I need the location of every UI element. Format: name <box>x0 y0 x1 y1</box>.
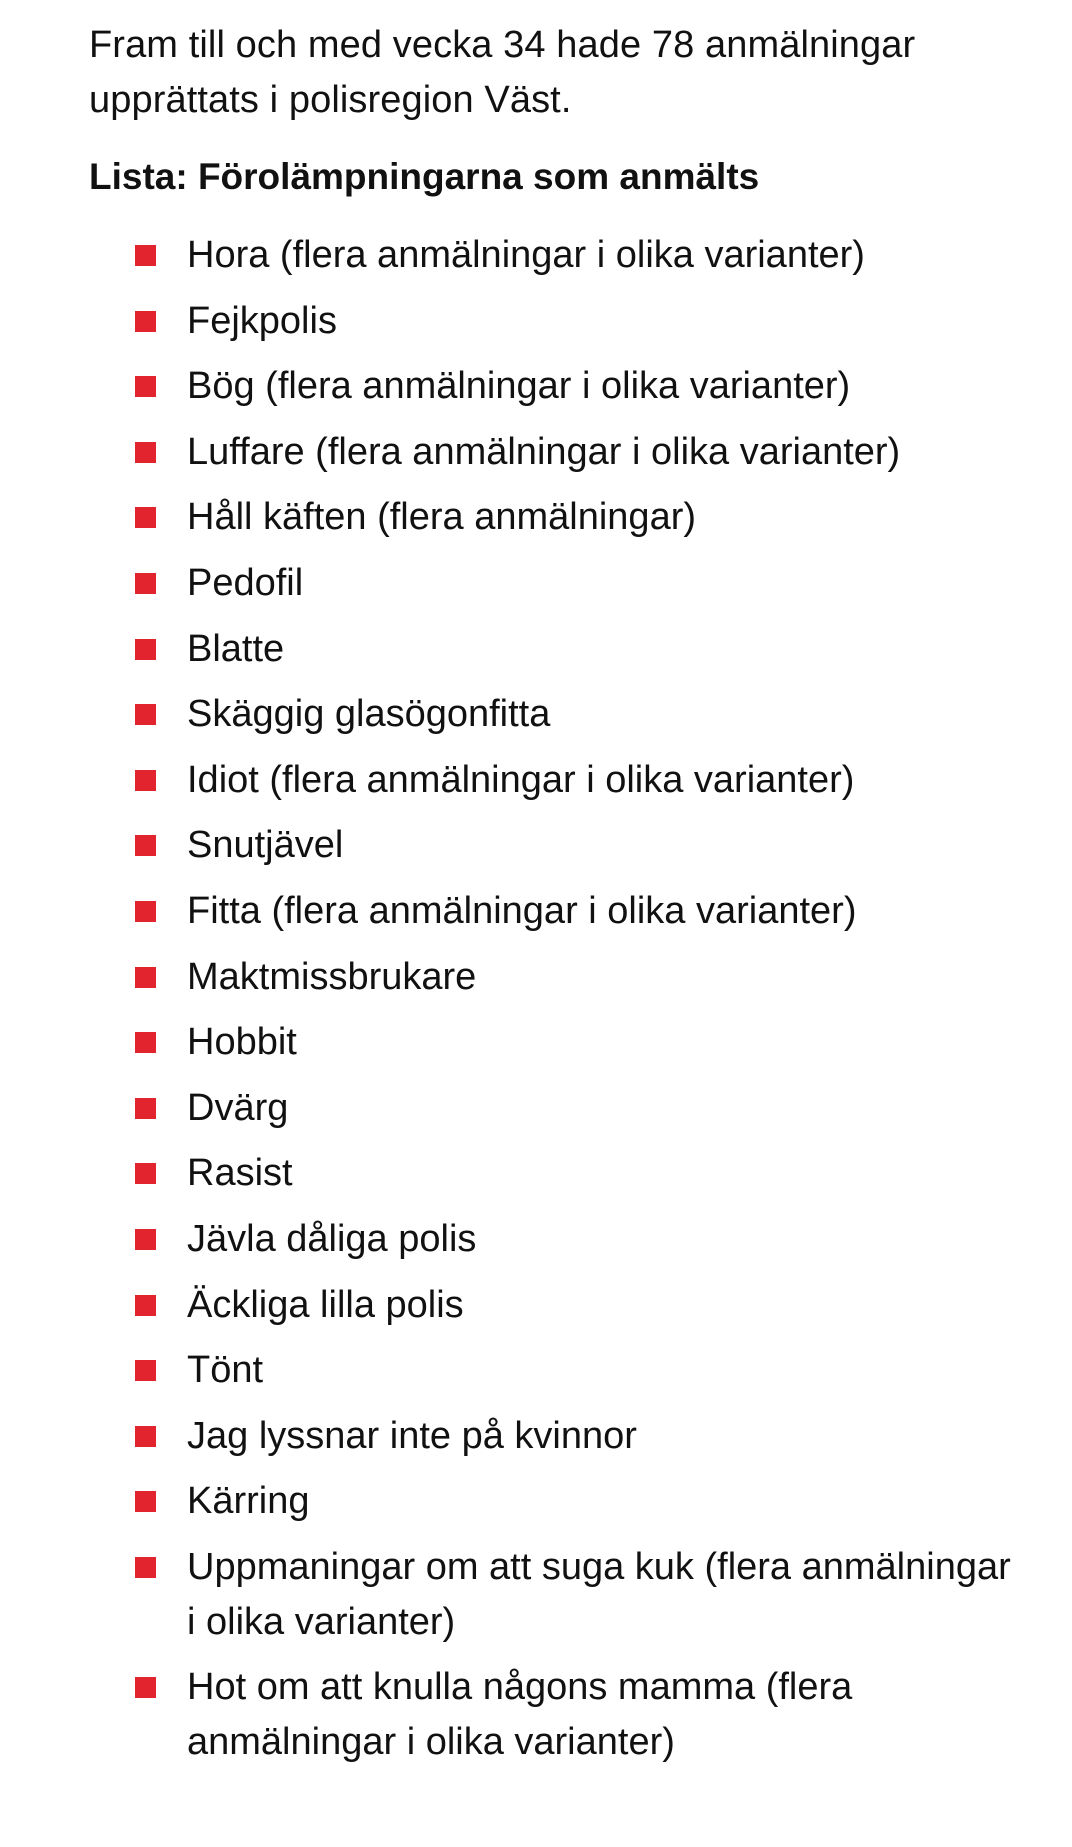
bullet-square-icon <box>135 1229 156 1250</box>
bullet-square-icon <box>135 311 156 332</box>
list-item <box>187 425 1012 480</box>
bullet-square-icon <box>135 901 156 922</box>
intro-paragraph: Fram till och med vecka 34 hade 78 anmälningar upprättats i polisregion Väst. <box>89 24 916 121</box>
bullet-square-icon <box>135 442 156 463</box>
list-item-text: Jag lyssnar inte på kvinnor <box>187 1414 637 1457</box>
list-item <box>187 622 1012 677</box>
bullet-square-icon <box>135 704 156 725</box>
list-item-text: Snutjävel <box>187 824 344 867</box>
list-item <box>187 818 1012 873</box>
list-item-text: Dvärg <box>187 1086 289 1129</box>
list-item-text: Bög (flera anmälningar i olika varianter) <box>187 365 851 408</box>
list-item <box>187 1540 1012 1650</box>
bullet-square-icon <box>135 1426 156 1447</box>
bullet-square-icon <box>135 1295 156 1316</box>
list-item-text: Fitta (flera anmälningar i olika varianter) <box>187 889 857 932</box>
list-item-text: Skäggig glasögonfitta <box>187 693 551 736</box>
list-item-text: Jävla dåliga polis <box>187 1217 477 1260</box>
list-item <box>187 1146 1012 1201</box>
list-item-text: Idiot (flera anmälningar i olika varianter) <box>187 758 855 801</box>
list-item-text: Kärring <box>187 1480 310 1523</box>
list-item-text: Äckliga lilla polis <box>187 1283 464 1326</box>
list-item <box>187 1081 1012 1136</box>
list-item-text: Håll käften (flera anmälningar) <box>187 496 697 539</box>
list-item-text: Tönt <box>187 1349 264 1392</box>
bullet-square-icon <box>135 639 156 660</box>
bullet-square-icon <box>135 1360 156 1381</box>
list-item-text: Rasist <box>187 1152 293 1195</box>
bullet-square-icon <box>135 1557 156 1578</box>
bullet-square-icon <box>135 1032 156 1053</box>
list-item-text: Hora (flera anmälningar i olika varianter) <box>187 234 865 276</box>
bullet-square-icon <box>135 1491 156 1512</box>
list-item <box>187 687 1012 742</box>
list-item <box>187 753 1012 808</box>
bullet-square-icon <box>135 245 156 266</box>
list-item-text: Blatte <box>187 627 285 670</box>
insult-list <box>89 228 1012 1770</box>
bullet-square-icon <box>135 376 156 397</box>
bullet-square-icon <box>135 1163 156 1184</box>
list-item <box>187 228 1012 283</box>
list-item <box>187 1409 1012 1464</box>
bullet-square-icon <box>135 507 156 528</box>
bullet-square-icon <box>135 835 156 856</box>
list-item-text: Luffare (flera anmälningar i olika varianter) <box>187 430 901 473</box>
bullet-square-icon <box>135 1098 156 1119</box>
list-item <box>187 294 1012 349</box>
list-item-text: Maktmissbrukare <box>187 955 477 998</box>
list-item <box>187 556 1012 611</box>
list-item <box>187 1474 1012 1529</box>
list-item-text: Fejkpolis <box>187 299 337 342</box>
list-item <box>187 1343 1012 1398</box>
list-item-text: Pedofil <box>187 561 304 604</box>
list-item <box>187 884 1012 939</box>
list-item <box>187 490 1012 545</box>
list-item-text: Hot om att knulla någons mamma (flera anmälningar i olika varianter) <box>187 1666 853 1764</box>
bullet-square-icon <box>135 967 156 988</box>
list-item-text: Hobbit <box>187 1021 297 1064</box>
list-item <box>187 1212 1012 1267</box>
bullet-square-icon <box>135 573 156 594</box>
list-heading: Lista: Förolämpningarna som anmälts <box>89 156 760 197</box>
list-item-text: Uppmaningar om att suga kuk (flera anmälningar i olika varianter) <box>187 1545 1011 1643</box>
bullet-square-icon <box>135 1677 156 1698</box>
bullet-square-icon <box>135 770 156 791</box>
list-item <box>187 1660 1012 1770</box>
list-item <box>187 1278 1012 1333</box>
list-item <box>187 950 1012 1005</box>
list-item <box>187 1015 1012 1070</box>
list-item <box>187 359 1012 414</box>
